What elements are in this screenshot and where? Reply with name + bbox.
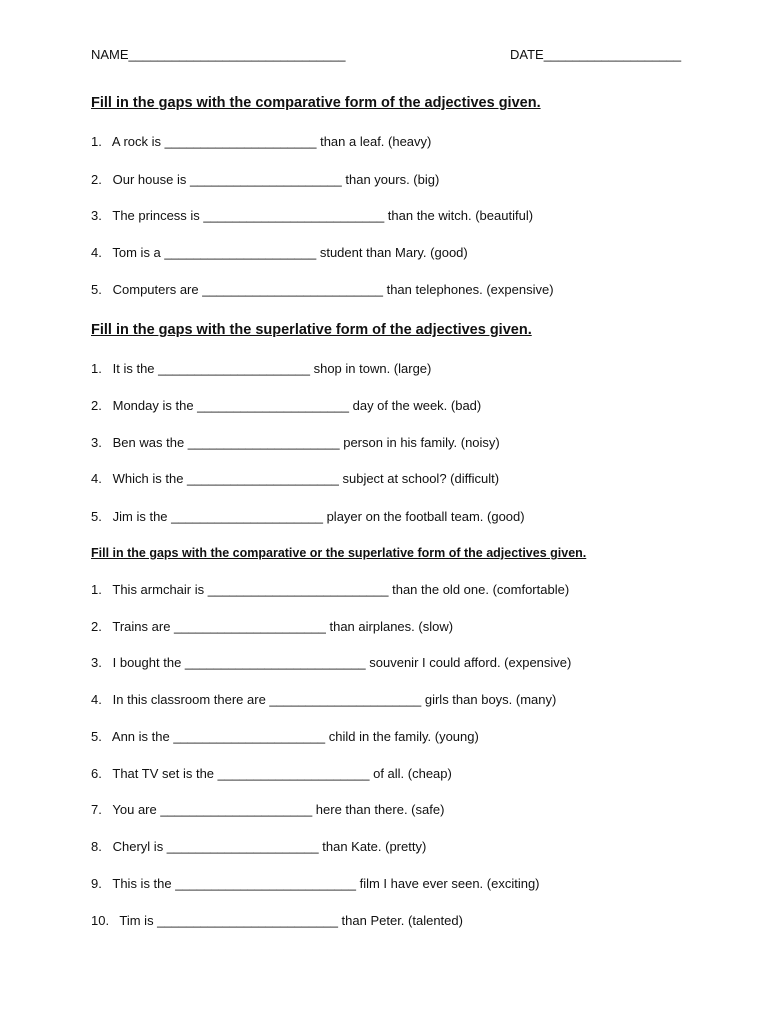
item-number: 8. <box>91 839 102 854</box>
item-text: That TV set is the _____________________ of all. (cheap) <box>112 766 452 781</box>
exercise-item <box>91 282 554 297</box>
item-number: 1. <box>91 582 102 597</box>
exercise-item <box>91 692 556 707</box>
item-text: Trains are _____________________ than airplanes. (slow) <box>112 619 454 634</box>
exercise-item <box>91 509 525 524</box>
item-number: 1. <box>91 361 102 376</box>
item-number: 2. <box>91 398 102 413</box>
item-text: Which is the _____________________ subject at school? (difficult) <box>112 471 500 486</box>
exercise-item <box>91 582 569 597</box>
item-text: Jim is the _____________________ player on the football team. (good) <box>112 509 525 524</box>
exercise-item <box>91 245 468 260</box>
item-number: 4. <box>91 471 102 486</box>
item-text: Cheryl is _____________________ than Kate. (pretty) <box>112 839 427 854</box>
item-number: 2. <box>91 619 102 634</box>
item-number: 5. <box>91 729 102 744</box>
item-number: 9. <box>91 876 102 891</box>
item-text: You are _____________________ here than there. (safe) <box>112 802 445 817</box>
item-number: 4. <box>91 692 102 707</box>
exercise-item <box>91 876 540 891</box>
exercise-item <box>91 471 499 486</box>
item-text: Tom is a _____________________ student than Mary. (good) <box>112 245 468 260</box>
item-text: It is the _____________________ shop in town. (large) <box>112 361 432 376</box>
item-text: Our house is _____________________ than yours. (big) <box>112 172 440 187</box>
item-text: This is the _________________________ film I have ever seen. (exciting) <box>112 876 540 891</box>
exercise-item <box>91 913 463 928</box>
item-text: In this classroom there are _____________________ girls than boys. (many) <box>112 692 557 707</box>
item-number: 3. <box>91 435 102 450</box>
item-number: 3. <box>91 208 102 223</box>
exercise-item <box>91 839 426 854</box>
item-text: Ben was the _____________________ person in his family. (noisy) <box>112 435 500 450</box>
name-field: NAME______________________________ <box>91 47 346 62</box>
exercise-item <box>91 802 444 817</box>
item-number: 6. <box>91 766 102 781</box>
exercise-item <box>91 208 533 223</box>
item-number: 1. <box>91 134 102 149</box>
item-text: Tim is _________________________ than Peter. (talented) <box>119 913 463 928</box>
item-number: 10. <box>91 913 110 928</box>
exercise-item <box>91 398 481 413</box>
item-text: The princess is _________________________ than the witch. (beautiful) <box>112 208 534 223</box>
exercise-item <box>91 729 479 744</box>
date-field: DATE___________________ <box>510 47 682 62</box>
item-text: Ann is the _____________________ child in the family. (young) <box>111 729 479 744</box>
item-number: 5. <box>91 509 102 524</box>
item-number: 2. <box>91 172 102 187</box>
item-text: Computers are _________________________ than telephones. (expensive) <box>112 282 554 297</box>
item-text: This armchair is _________________________ than the old one. (comfortable) <box>112 582 570 597</box>
item-number: 3. <box>91 655 102 670</box>
section-heading-superlative: Fill in the gaps with the superlative form of the adjectives given. <box>91 322 532 338</box>
exercise-item <box>91 134 431 149</box>
section-heading-comparative: Fill in the gaps with the comparative form of the adjectives given. <box>91 95 541 111</box>
item-number: 7. <box>91 802 102 817</box>
item-text: Monday is the _____________________ day of the week. (bad) <box>112 398 482 413</box>
exercise-item <box>91 619 453 634</box>
section-heading-mixed: Fill in the gaps with the comparative or the superlative form of the adjectives given. <box>91 546 587 560</box>
exercise-item <box>91 361 431 376</box>
exercise-item <box>91 766 452 781</box>
exercise-item <box>91 655 571 670</box>
item-text: I bought the _________________________ souvenir I could afford. (expensive) <box>112 655 572 670</box>
item-number: 4. <box>91 245 102 260</box>
exercise-item <box>91 435 500 450</box>
item-number: 5. <box>91 282 102 297</box>
item-text: A rock is _____________________ than a leaf. (heavy) <box>111 134 432 149</box>
exercise-item <box>91 172 439 187</box>
